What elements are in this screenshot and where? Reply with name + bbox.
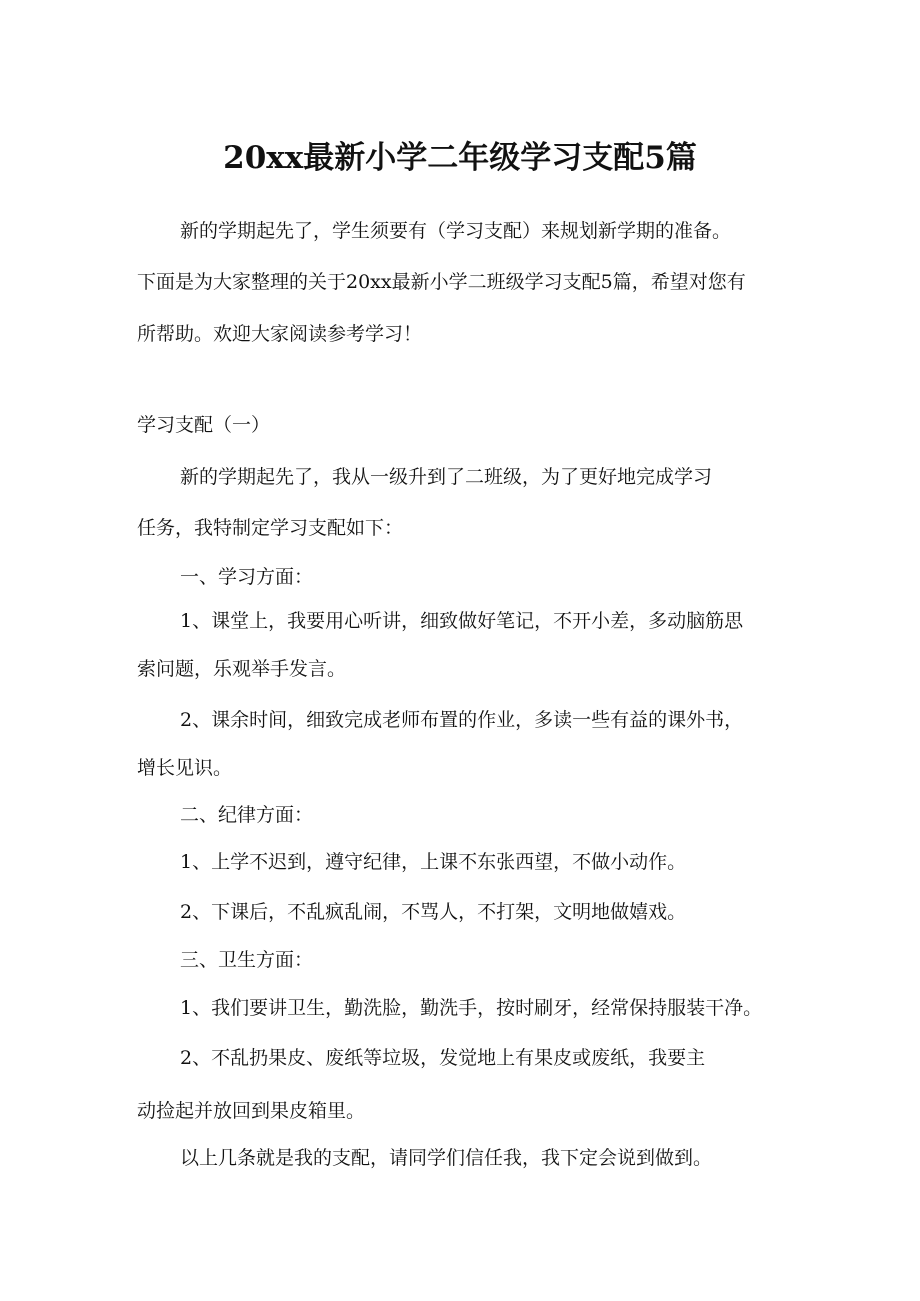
body-line: 索问题，乐观举手发言。	[137, 658, 347, 680]
intro-line-3: 所帮助。欢迎大家阅读参考学习！	[137, 323, 423, 345]
body-line: 1、我们要讲卫生，勤洗脸，勤洗手，按时刷牙，经常保持服装干净。	[180, 997, 763, 1019]
subheading-discipline: 二、纪律方面：	[180, 804, 314, 826]
body-line: 2、下课后，不乱疯乱闹，不骂人，不打架，文明地做嬉戏。	[180, 901, 687, 923]
intro-line-1: 新的学期起先了，学生须要有（学习支配）来规划新学期的准备。	[180, 220, 732, 242]
section-heading: 学习支配（一）	[137, 414, 271, 436]
body-line: 增长见识。	[137, 757, 233, 779]
body-line: 新的学期起先了，我从一级升到了二班级，为了更好地完成学习	[180, 466, 713, 488]
body-line: 2、不乱扔果皮、废纸等垃圾，发觉地上有果皮或废纸，我要主	[180, 1047, 706, 1069]
body-line: 1、课堂上，我要用心听讲，细致做好笔记，不开小差，多动脑筋思	[180, 610, 744, 632]
body-line: 动捡起并放回到果皮箱里。	[137, 1100, 366, 1122]
subheading-study: 一、学习方面：	[180, 566, 314, 588]
body-line: 1、上学不迟到，遵守纪律，上课不东张西望，不做小动作。	[180, 851, 687, 873]
document-title: 20xx最新小学二年级学习支配5篇	[223, 140, 697, 176]
body-line: 任务，我特制定学习支配如下：	[137, 517, 404, 539]
body-line: 以上几条就是我的支配，请同学们信任我，我下定会说到做到。	[180, 1147, 713, 1169]
body-line: 2、课余时间，细致完成老师布置的作业，多读一些有益的课外书，	[180, 709, 744, 731]
intro-line-2: 下面是为大家整理的关于20xx最新小学二班级学习支配5篇，希望对您有	[137, 271, 746, 293]
subheading-hygiene: 三、卫生方面：	[180, 949, 314, 971]
